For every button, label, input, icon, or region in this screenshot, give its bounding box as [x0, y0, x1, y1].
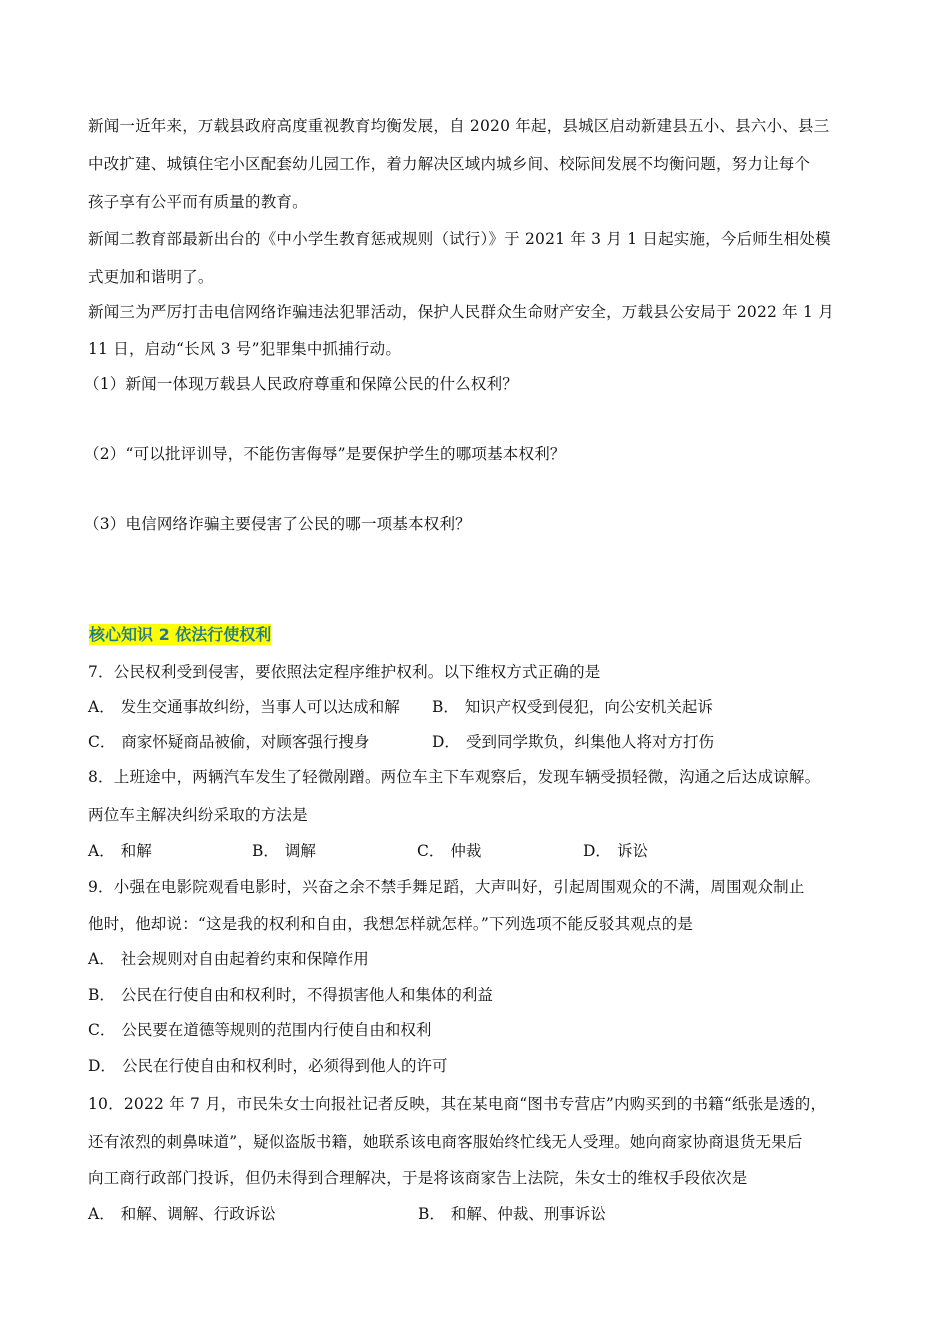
question-9-stem-line-1: 9．小强在电影院观看电影时，兴奋之余不禁手舞足蹈，大声叫好，引起周围观众的不满，周围观众制止 — [88, 878, 805, 896]
question-stem-text: 公民权利受到侵害，要依照法定程序维护权利。以下维权方式正确的是 — [113, 663, 601, 681]
section-heading — [88, 624, 272, 646]
news2-line-2: 式更加和谐明了。 — [88, 268, 214, 286]
sub-question-3: （3）电信网络诈骗主要侵害了公民的哪一项基本权利？ — [84, 515, 471, 533]
question-8-option-d: D． 诉讼 — [583, 842, 648, 860]
news2-line-1: 新闻二教育部最新出台的《中小学生教育惩戒规则（试行）》于 2021 年 3 月 1 日起实施，今后师生相处模 — [88, 230, 831, 248]
question-7-option-a: A． 发生交通事故纠纷，当事人可以达成和解 — [88, 698, 400, 716]
question-8-option-b: B． 调解 — [252, 842, 316, 860]
question-number: 9． — [88, 878, 114, 896]
question-8-option-a: A． 和解 — [88, 842, 152, 860]
question-9-option-d: D． 公民在行使自由和权利时，必须得到他人的许可 — [88, 1057, 448, 1075]
question-number: 10． — [88, 1095, 124, 1113]
question-number: 8． — [88, 768, 114, 786]
question-10-option-a: A． 和解、调解、行政诉讼 — [88, 1205, 276, 1223]
question-8-stem-line-1: 8．上班途中，两辆汽车发生了轻微剐蹭。两位车主下车观察后，发现车辆受损轻微，沟通之后达成谅解。 — [88, 768, 821, 786]
question-9-stem-line-2: 他时，他却说：“这是我的权利和自由，我想怎样就怎样。”下列选项不能反驳其观点的是 — [88, 915, 694, 933]
question-9-option-a: A． 社会规则对自由起着约束和保障作用 — [88, 950, 369, 968]
question-7-option-d: D． 受到同学欺负，纠集他人将对方打伤 — [432, 733, 714, 751]
question-7-option-b: B． 知识产权受到侵犯，向公安机关起诉 — [432, 698, 713, 716]
news3-line-1: 新闻三为严厉打击电信网络诈骗违法犯罪活动，保护人民群众生命财产安全，万载县公安局于 2022 年 1 月 — [88, 303, 834, 321]
news1-line-1: 新闻一近年来，万载县政府高度重视教育均衡发展，自 2020 年起，县城区启动新建县五小、县六小、县三 — [88, 117, 830, 135]
question-10-stem-line-3: 向工商行政部门投诉，但仍未得到合理解决，于是将该商家告上法院，朱女士的维权手段依次是 — [88, 1169, 748, 1187]
question-8-option-c: C． 仲裁 — [417, 842, 482, 860]
question-10-stem-line-1: 10．2022 年 7 月，市民朱女士向报社记者反映，其在某电商“图书专营店”内购买到的书籍“纸张是透的， — [88, 1095, 827, 1113]
question-9-option-b: B． 公民在行使自由和权利时，不得损害他人和集体的利益 — [88, 986, 493, 1004]
question-10-stem-line-2: 还有浓烈的刺鼻味道”，疑似盗版书籍，她联系该电商客服始终忙线无人受理。她向商家协商退货无果后 — [88, 1133, 803, 1151]
question-7-stem — [88, 662, 600, 682]
question-8-stem-line-2: 两位车主解决纠纷采取的方法是 — [88, 806, 308, 824]
sub-question-1: （1）新闻一体现万载县人民政府尊重和保障公民的什么权利？ — [84, 375, 518, 393]
question-10-option-b: B． 和解、仲裁、刑事诉讼 — [418, 1205, 606, 1223]
news3-line-2: 11 日，启动“长风 3 号”犯罪集中抓捕行动。 — [88, 340, 402, 358]
sub-question-2: （2）“可以批评训导，不能伤害侮辱”是要保护学生的哪项基本权利？ — [84, 445, 566, 463]
section-heading-text: 核心知识 2 依法行使权利 — [89, 625, 272, 644]
question-number: 7． — [88, 663, 114, 681]
news1-line-2: 中改扩建、城镇住宅小区配套幼儿园工作，着力解决区域内城乡间、校际间发展不均衡问题，努力让每个 — [88, 155, 811, 173]
question-7-option-c: C． 商家怀疑商品被偷，对顾客强行搜身 — [88, 733, 370, 751]
news1-line-3: 孩子享有公平而有质量的教育。 — [88, 193, 308, 211]
question-9-option-c: C． 公民要在道德等规则的范围内行使自由和权利 — [88, 1021, 432, 1039]
